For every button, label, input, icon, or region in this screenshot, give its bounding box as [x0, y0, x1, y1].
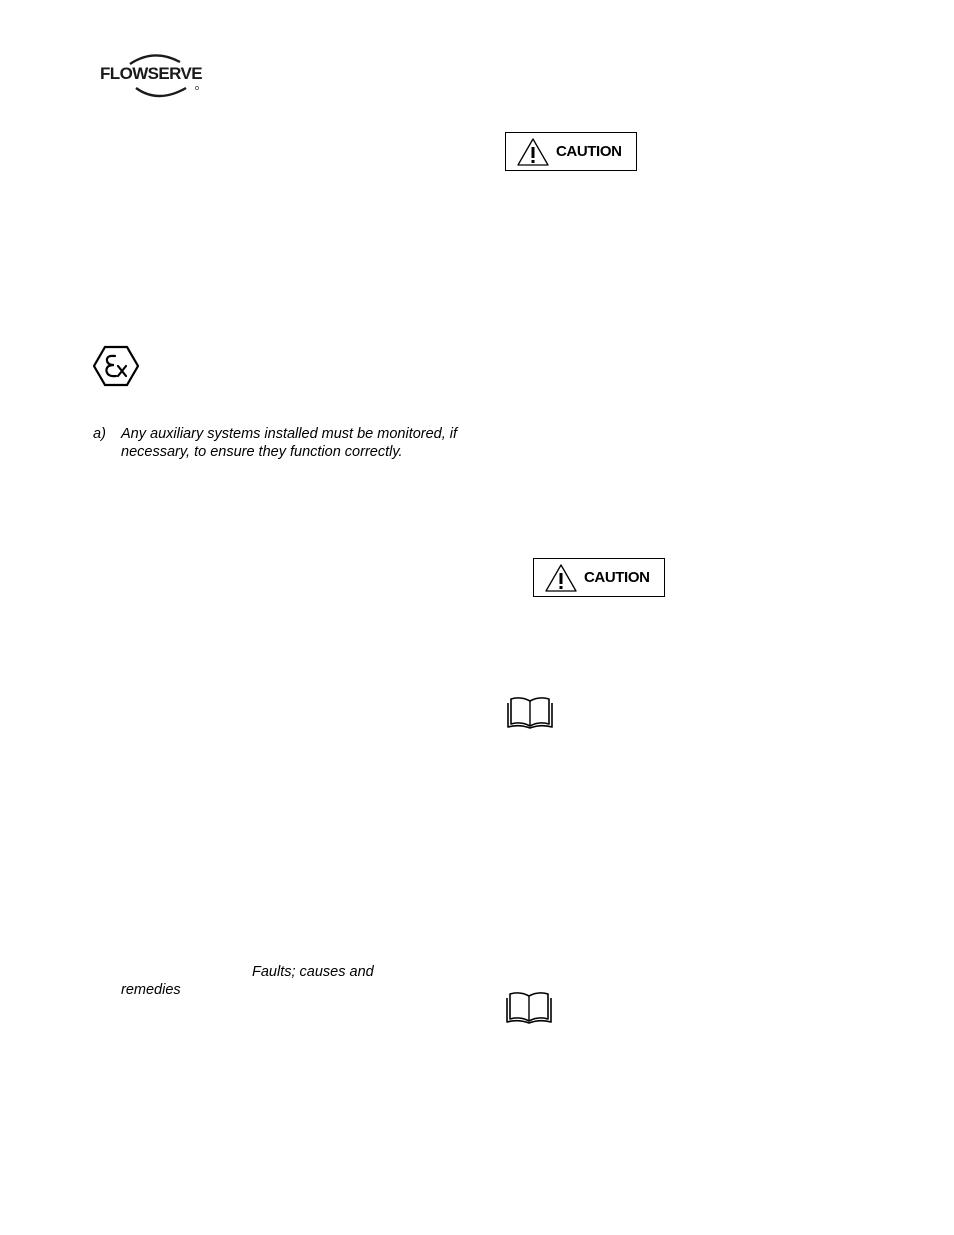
caution-label-box [505, 132, 637, 171]
open-book-icon [506, 990, 552, 1024]
open-book-icon [507, 695, 553, 729]
logo-wordmark: FLOWSERVE [100, 64, 202, 83]
list-item [93, 425, 463, 461]
cross-reference-text [121, 963, 461, 999]
caution-label-box [533, 558, 665, 597]
caution-text: CAUTION [556, 143, 622, 160]
flowserve-logo [96, 50, 212, 102]
reference-line-2: remedies [121, 982, 181, 998]
reference-line-1: Faults; causes and [252, 964, 374, 980]
list-marker: a) [93, 426, 106, 442]
warning-triangle-icon [544, 563, 578, 593]
caution-text: CAUTION [584, 569, 650, 586]
list-item-text: Any auxiliary systems installed must be monitored, if necessary, to ensure they function correctly. [121, 426, 458, 460]
warning-triangle-icon [516, 137, 550, 167]
atex-ex-icon [93, 345, 139, 387]
